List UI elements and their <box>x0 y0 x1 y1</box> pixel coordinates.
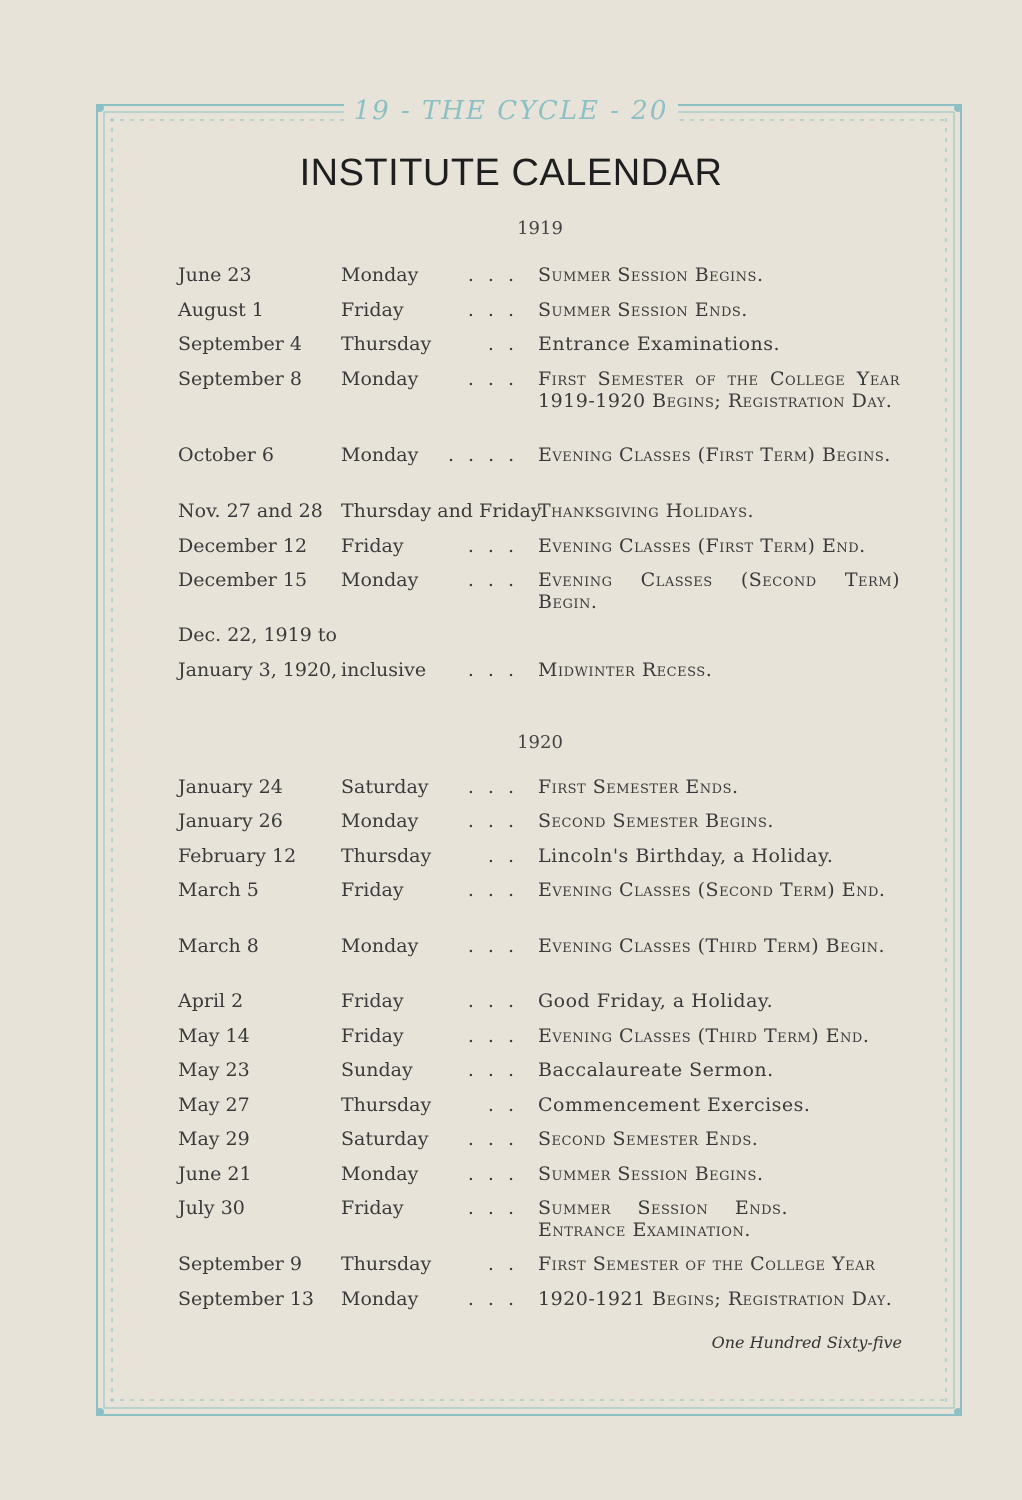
row-day: Monday <box>341 569 419 591</box>
row-day: Monday <box>341 1163 419 1185</box>
leader-dots: .... <box>448 444 529 466</box>
row-event: Summer Session Ends. Entrance Examination. <box>538 1197 788 1241</box>
row-day: Friday <box>341 535 404 557</box>
row-date: December 15 <box>178 569 308 591</box>
leader-dots: .. <box>487 845 528 867</box>
row-day: Thursday <box>341 333 432 355</box>
row-event: First Semester of the College Year 1919-1920 Begins; Registration Day. <box>538 368 900 412</box>
row-day: Friday <box>341 1025 404 1047</box>
leader-dots: ... <box>467 569 528 591</box>
leader-dots: ... <box>467 810 528 832</box>
row-day: inclusive <box>341 659 427 681</box>
row-event: Thanksgiving Holidays. <box>538 500 755 522</box>
leader-dots: ... <box>467 1197 528 1219</box>
row-date: January 24 <box>178 776 283 798</box>
row-date: September 4 <box>178 333 302 355</box>
row-date: March 8 <box>178 935 259 957</box>
row-day: Thursday <box>341 1253 432 1275</box>
row-event: Summer Session Begins. <box>538 1163 764 1185</box>
row-date: February 12 <box>178 845 297 867</box>
row-event: Second Semester Ends. <box>538 1128 759 1150</box>
row-date: September 13 <box>178 1288 315 1310</box>
row-event: Good Friday, a Holiday. <box>538 990 774 1012</box>
leader-dots: ... <box>467 1288 528 1310</box>
row-event: Entrance Examinations. <box>538 333 781 355</box>
row-day: Thursday <box>341 845 432 867</box>
row-event: Evening Classes (Third Term) End. <box>538 1025 870 1047</box>
row-date: December 12 <box>178 535 308 557</box>
year-heading-1919: 1919 <box>517 218 563 239</box>
leader-dots: ... <box>467 1025 528 1047</box>
row-day: Friday <box>341 1197 404 1219</box>
row-event: Evening Classes (First Term) End. <box>538 535 866 557</box>
row-event: First Semester Ends. <box>538 776 739 798</box>
running-header: 19 - THE CYCLE - 20 <box>0 96 1022 126</box>
row-day: Monday <box>341 368 419 390</box>
row-date: Dec. 22, 1919 to <box>178 624 337 646</box>
leader-dots: ... <box>467 535 528 557</box>
leader-dots: ... <box>467 1163 528 1185</box>
page-title: INSTITUTE CALENDAR <box>299 152 723 194</box>
row-event: Evening Classes (Second Term) Begin. <box>538 569 900 613</box>
row-day: Saturday <box>341 1128 429 1150</box>
row-day: Monday <box>341 444 419 466</box>
row-day: Monday <box>341 1288 419 1310</box>
row-event: Summer Session Begins. <box>538 264 764 286</box>
leader-dots: ... <box>467 776 528 798</box>
row-date: August 1 <box>178 299 264 321</box>
row-date: January 3, 1920, <box>178 659 338 681</box>
leader-dots: ... <box>467 1059 528 1081</box>
leader-dots: ... <box>467 990 528 1012</box>
row-day: Monday <box>341 810 419 832</box>
leader-dots: .. <box>487 1253 528 1275</box>
row-date: October 6 <box>178 444 274 466</box>
row-date: May 14 <box>178 1025 250 1047</box>
row-date: April 2 <box>178 990 244 1012</box>
leader-dots: .. <box>487 333 528 355</box>
leader-dots: .. <box>487 1094 528 1116</box>
row-date: Nov. 27 and 28 <box>178 500 323 522</box>
row-date: March 5 <box>178 879 259 901</box>
row-event: Second Semester Begins. <box>538 810 774 832</box>
row-event: Lincoln's Birthday, a Holiday. <box>538 845 834 867</box>
row-event: 1920-1921 Begins; Registration Day. <box>538 1288 893 1310</box>
row-day: Monday <box>341 264 419 286</box>
page-number-footer: One Hundred Sixty-five <box>711 1333 902 1352</box>
row-date: September 9 <box>178 1253 302 1275</box>
leader-dots: ... <box>467 935 528 957</box>
row-event: Baccalaureate Sermon. <box>538 1059 774 1081</box>
leader-dots: ... <box>467 368 528 390</box>
row-date: January 26 <box>178 810 283 832</box>
row-event: Evening Classes (Third Term) Begin. <box>538 935 886 957</box>
row-day: Sunday <box>341 1059 413 1081</box>
row-date: May 23 <box>178 1059 250 1081</box>
row-day: Friday <box>341 299 404 321</box>
row-event: First Semester of the College Year <box>538 1253 876 1275</box>
row-event: Commencement Exercises. <box>538 1094 811 1116</box>
row-day: Friday <box>341 879 404 901</box>
row-date: June 23 <box>178 264 252 286</box>
row-date: September 8 <box>178 368 302 390</box>
row-event: Summer Session Ends. <box>538 299 748 321</box>
row-day: Saturday <box>341 776 429 798</box>
row-day: Thursday <box>341 1094 432 1116</box>
row-date: May 29 <box>178 1128 250 1150</box>
leader-dots: ... <box>467 879 528 901</box>
leader-dots: ... <box>467 1128 528 1150</box>
row-event: Midwinter Recess. <box>538 659 713 681</box>
row-day: Monday <box>341 935 419 957</box>
leader-dots: ... <box>467 264 528 286</box>
row-day: Friday <box>341 990 404 1012</box>
row-day: Thursday and Friday <box>341 500 542 522</box>
leader-dots: ... <box>467 299 528 321</box>
row-event: Evening Classes (First Term) Begins. <box>538 444 891 466</box>
row-event: Evening Classes (Second Term) End. <box>538 879 886 901</box>
year-heading-1920: 1920 <box>517 732 563 753</box>
leader-dots: ... <box>467 659 528 681</box>
row-date: May 27 <box>178 1094 250 1116</box>
row-date: June 21 <box>178 1163 252 1185</box>
row-date: July 30 <box>178 1197 245 1219</box>
